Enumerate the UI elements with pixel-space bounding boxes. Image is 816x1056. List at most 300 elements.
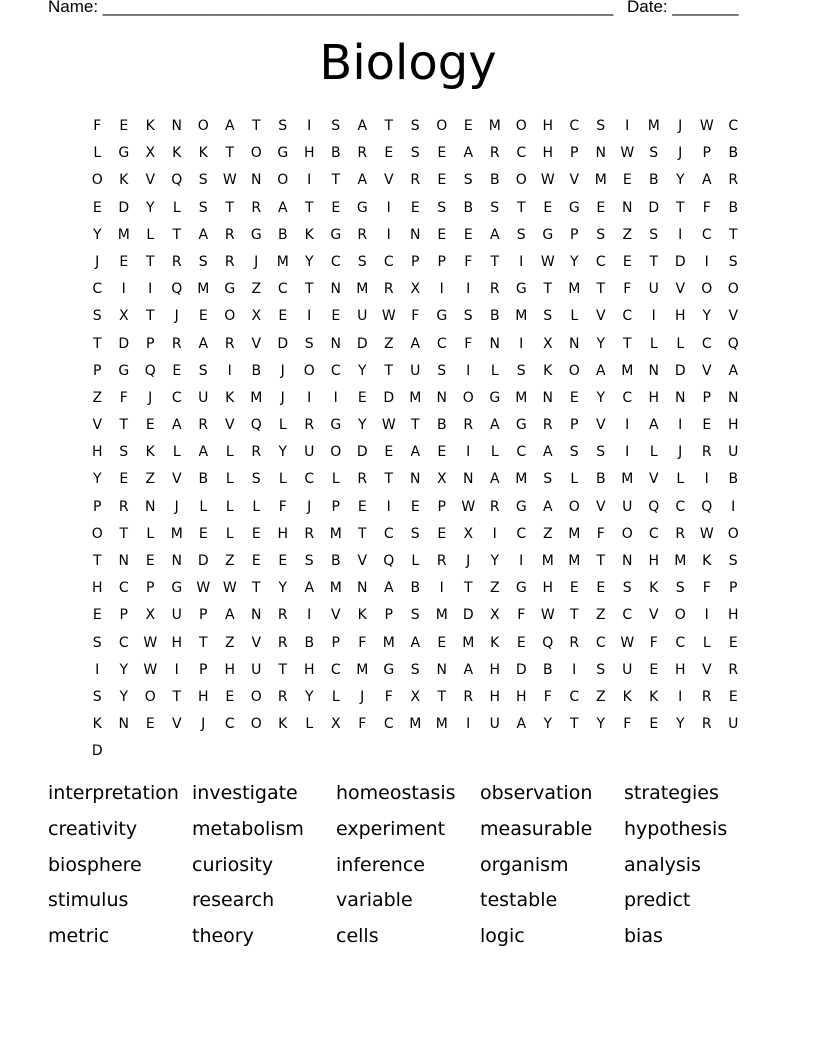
word-bank-item: predict bbox=[624, 889, 691, 912]
grid-letter: N bbox=[728, 389, 739, 406]
grid-letter: A bbox=[224, 607, 235, 624]
grid-letter: S bbox=[119, 444, 129, 461]
grid-letter: I bbox=[519, 253, 524, 270]
grid-letter: P bbox=[437, 253, 446, 270]
grid-letter: O bbox=[197, 118, 209, 134]
grid-letter: L bbox=[570, 471, 579, 488]
grid-letter: W bbox=[381, 308, 396, 325]
grid-letter: B bbox=[277, 226, 288, 243]
grid-letter: R bbox=[251, 444, 262, 461]
grid-letter: N bbox=[463, 471, 474, 488]
grid-letter: H bbox=[542, 118, 554, 134]
grid-letter: M bbox=[197, 281, 210, 298]
grid-letter: W bbox=[143, 661, 158, 678]
grid-letter: T bbox=[198, 634, 208, 651]
grid-letter: G bbox=[515, 281, 527, 298]
grid-letter: K bbox=[198, 145, 208, 162]
grid-letter: V bbox=[171, 471, 182, 488]
grid-letter: Q bbox=[542, 634, 554, 651]
grid-letter: O bbox=[515, 172, 527, 189]
grid-letter: C bbox=[569, 118, 580, 134]
grid-letter: M bbox=[488, 118, 501, 134]
grid-letter: L bbox=[225, 525, 234, 542]
grid-letter: F bbox=[384, 688, 393, 705]
grid-letter: P bbox=[411, 253, 420, 270]
grid-letter: R bbox=[728, 172, 739, 189]
grid-letter: W bbox=[143, 634, 158, 651]
grid-letter: E bbox=[384, 444, 394, 461]
grid-letter: C bbox=[701, 226, 712, 243]
grid-letter: C bbox=[330, 253, 341, 270]
grid-letter: I bbox=[307, 172, 312, 189]
grid-letter: C bbox=[118, 580, 129, 597]
grid-letter: T bbox=[225, 199, 235, 216]
grid-letter: A bbox=[542, 444, 553, 461]
grid-letter: N bbox=[171, 553, 182, 569]
grid-letter: S bbox=[596, 661, 606, 678]
grid-letter: N bbox=[251, 172, 262, 189]
grid-letter: K bbox=[622, 688, 632, 705]
grid-letter: A bbox=[410, 634, 421, 651]
grid-letter: T bbox=[304, 199, 314, 216]
date-field-label: Date: _______ bbox=[627, 0, 739, 16]
grid-letter: S bbox=[649, 226, 659, 243]
grid-letter: T bbox=[463, 580, 473, 597]
grid-letter: E bbox=[596, 199, 606, 216]
grid-letter: E bbox=[569, 580, 579, 597]
grid-letter: G bbox=[436, 308, 448, 325]
grid-letter: L bbox=[676, 471, 685, 488]
grid-letter: M bbox=[647, 118, 660, 134]
grid-letter: H bbox=[674, 308, 686, 325]
grid-letter: V bbox=[251, 335, 262, 352]
grid-letter: K bbox=[702, 553, 712, 569]
grid-letter: R bbox=[277, 688, 288, 705]
grid-letter: N bbox=[489, 335, 500, 352]
grid-letter: J bbox=[280, 362, 285, 379]
grid-letter: N bbox=[357, 580, 368, 597]
word-bank-item: cells bbox=[336, 925, 379, 948]
grid-letter: F bbox=[517, 607, 526, 624]
grid-letter: Q bbox=[144, 362, 156, 379]
grid-letter: Z bbox=[595, 607, 606, 624]
grid-letter: E bbox=[278, 308, 288, 325]
grid-letter: O bbox=[250, 716, 262, 733]
grid-letter: Q bbox=[727, 335, 739, 352]
grid-letter: I bbox=[731, 498, 736, 515]
word-bank-item: biosphere bbox=[48, 853, 142, 876]
grid-letter: A bbox=[304, 580, 315, 597]
grid-letter: M bbox=[250, 389, 263, 406]
grid-letter: N bbox=[410, 226, 421, 243]
grid-letter: M bbox=[356, 661, 369, 678]
grid-letter: P bbox=[93, 498, 102, 515]
grid-letter: V bbox=[145, 172, 156, 189]
grid-letter: R bbox=[224, 226, 235, 243]
grid-letter: X bbox=[330, 716, 341, 733]
grid-letter: H bbox=[91, 580, 103, 597]
grid-letter: C bbox=[92, 281, 103, 298]
grid-letter: N bbox=[145, 498, 156, 515]
grid-letter: R bbox=[357, 226, 368, 243]
grid-letter: Y bbox=[596, 335, 606, 352]
grid-letter: K bbox=[145, 118, 155, 134]
grid-letter: Z bbox=[595, 688, 606, 705]
grid-letter: Y bbox=[490, 553, 500, 569]
grid-letter: J bbox=[678, 444, 683, 461]
grid-letter: G bbox=[250, 226, 262, 243]
grid-letter: E bbox=[437, 525, 447, 542]
grid-letter: C bbox=[171, 389, 182, 406]
grid-letter: Y bbox=[357, 417, 367, 434]
grid-letter: V bbox=[648, 607, 659, 624]
grid-letter: E bbox=[728, 634, 738, 651]
grid-letter: C bbox=[595, 634, 606, 651]
grid-letter: E bbox=[516, 634, 526, 651]
grid-letter: Z bbox=[251, 281, 262, 298]
grid-letter: N bbox=[436, 389, 447, 406]
grid-letter: E bbox=[437, 444, 447, 461]
grid-letter: M bbox=[515, 308, 528, 325]
grid-letter: P bbox=[570, 145, 579, 162]
grid-letter: R bbox=[463, 417, 474, 434]
grid-letter: M bbox=[329, 525, 342, 542]
grid-letter: A bbox=[728, 362, 739, 379]
grid-letter: E bbox=[357, 498, 367, 515]
grid-letter: N bbox=[330, 335, 341, 352]
grid-letter: M bbox=[409, 716, 422, 733]
grid-letter: S bbox=[198, 362, 208, 379]
word-bank-item: hypothesis bbox=[624, 817, 728, 840]
grid-letter: L bbox=[490, 444, 499, 461]
grid-letter: A bbox=[357, 118, 368, 134]
grid-letter: V bbox=[383, 172, 394, 189]
grid-letter: C bbox=[516, 444, 527, 461]
grid-letter: M bbox=[435, 607, 448, 624]
grid-letter: S bbox=[569, 444, 579, 461]
grid-letter: D bbox=[515, 661, 527, 678]
grid-letter: K bbox=[304, 226, 314, 243]
grid-letter: Q bbox=[701, 498, 713, 515]
grid-letter: S bbox=[304, 553, 314, 569]
grid-letter: W bbox=[222, 172, 237, 189]
grid-letter: X bbox=[436, 471, 447, 488]
grid-letter: M bbox=[329, 580, 342, 597]
grid-letter: J bbox=[360, 688, 365, 705]
grid-letter: R bbox=[436, 553, 447, 569]
grid-letter: B bbox=[728, 145, 739, 162]
grid-letter: M bbox=[515, 471, 528, 488]
grid-letter: Z bbox=[383, 335, 394, 352]
grid-letter: C bbox=[622, 308, 633, 325]
grid-letter: B bbox=[251, 362, 262, 379]
grid-letter: L bbox=[146, 525, 155, 542]
grid-letter: W bbox=[699, 118, 714, 134]
word-bank-item: variable bbox=[336, 889, 413, 912]
grid-letter: L bbox=[225, 498, 234, 515]
grid-letter: O bbox=[250, 688, 262, 705]
grid-letter: I bbox=[386, 199, 391, 216]
grid-letter: B bbox=[463, 199, 474, 216]
grid-letter: T bbox=[490, 253, 500, 270]
grid-letter: B bbox=[436, 417, 447, 434]
grid-letter: M bbox=[356, 281, 369, 298]
grid-letter: X bbox=[410, 688, 421, 705]
grid-letter: F bbox=[649, 634, 658, 651]
grid-letter: U bbox=[728, 444, 739, 461]
grid-letter: M bbox=[462, 634, 475, 651]
grid-letter: Q bbox=[171, 281, 183, 298]
grid-letter: O bbox=[436, 118, 448, 134]
grid-letter: E bbox=[437, 226, 447, 243]
grid-letter: N bbox=[330, 281, 341, 298]
grid-letter: N bbox=[648, 362, 659, 379]
grid-letter: A bbox=[410, 444, 421, 461]
grid-letter: D bbox=[674, 253, 686, 270]
grid-letter: R bbox=[463, 688, 474, 705]
grid-letter: B bbox=[728, 471, 739, 488]
grid-letter: T bbox=[172, 688, 182, 705]
grid-letter: I bbox=[704, 471, 709, 488]
grid-letter: A bbox=[277, 199, 288, 216]
grid-letter: E bbox=[437, 172, 447, 189]
grid-letter: R bbox=[224, 335, 235, 352]
grid-letter: G bbox=[515, 417, 527, 434]
grid-letter: R bbox=[224, 253, 235, 270]
grid-letter: F bbox=[358, 634, 367, 651]
grid-letter: I bbox=[651, 308, 656, 325]
grid-letter: T bbox=[437, 688, 447, 705]
grid-letter: A bbox=[383, 580, 394, 597]
grid-letter: K bbox=[649, 580, 659, 597]
grid-letter: F bbox=[623, 281, 632, 298]
grid-letter: Z bbox=[224, 634, 235, 651]
grid-letter: C bbox=[701, 335, 712, 352]
grid-letter: R bbox=[198, 417, 209, 434]
word-bank-item: investigate bbox=[192, 782, 298, 804]
grid-letter: E bbox=[92, 199, 102, 216]
grid-letter: I bbox=[148, 281, 153, 298]
grid-letter: E bbox=[463, 118, 473, 134]
grid-letter: T bbox=[675, 199, 685, 216]
grid-letter: P bbox=[702, 389, 711, 406]
word-bank-item: metabolism bbox=[192, 817, 304, 840]
word-bank-item: homeostasis bbox=[336, 782, 456, 804]
grid-letter: Y bbox=[304, 253, 314, 270]
grid-letter: V bbox=[330, 607, 341, 624]
grid-letter: W bbox=[461, 498, 476, 515]
grid-letter: S bbox=[198, 172, 208, 189]
grid-letter: Y bbox=[596, 716, 606, 733]
grid-letter: Y bbox=[145, 199, 155, 216]
grid-letter: O bbox=[91, 525, 103, 542]
grid-letter: R bbox=[410, 172, 421, 189]
grid-letter: U bbox=[622, 498, 633, 515]
grid-letter: E bbox=[278, 553, 288, 569]
grid-letter: Y bbox=[119, 661, 129, 678]
grid-letter: R bbox=[277, 634, 288, 651]
word-bank-item: metric bbox=[48, 925, 110, 948]
grid-letter: U bbox=[622, 661, 633, 678]
grid-letter: I bbox=[227, 362, 232, 379]
grid-letter: F bbox=[119, 389, 128, 406]
grid-letter: V bbox=[595, 498, 606, 515]
grid-letter: F bbox=[358, 716, 367, 733]
grid-letter: T bbox=[596, 281, 606, 298]
grid-letter: H bbox=[489, 688, 501, 705]
grid-letter: R bbox=[304, 417, 315, 434]
grid-letter: I bbox=[625, 444, 630, 461]
grid-letter: C bbox=[224, 716, 235, 733]
grid-letter: I bbox=[174, 661, 179, 678]
grid-letter: M bbox=[568, 525, 581, 542]
grid-letter: N bbox=[622, 199, 633, 216]
grid-letter: A bbox=[224, 118, 235, 134]
grid-letter: R bbox=[489, 498, 500, 515]
grid-letter: V bbox=[701, 362, 712, 379]
grid-letter: O bbox=[303, 362, 315, 379]
grid-letter: W bbox=[540, 253, 555, 270]
grid-letter: M bbox=[674, 553, 687, 569]
grid-letter: J bbox=[466, 553, 471, 569]
grid-letter: G bbox=[515, 498, 527, 515]
grid-letter: N bbox=[569, 335, 580, 352]
grid-letter: E bbox=[649, 661, 659, 678]
grid-letter: I bbox=[678, 417, 683, 434]
grid-letter: S bbox=[675, 580, 685, 597]
grid-letter: S bbox=[490, 199, 500, 216]
grid-letter: P bbox=[93, 362, 102, 379]
grid-letter: L bbox=[331, 471, 340, 488]
grid-letter: E bbox=[198, 308, 208, 325]
word-bank-item: analysis bbox=[624, 853, 701, 876]
grid-letter: A bbox=[198, 335, 209, 352]
grid-letter: S bbox=[437, 362, 447, 379]
grid-letter: I bbox=[307, 607, 312, 624]
grid-letter: E bbox=[119, 471, 129, 488]
grid-letter: B bbox=[595, 471, 606, 488]
grid-letter: L bbox=[278, 417, 287, 434]
grid-letter: C bbox=[569, 688, 580, 705]
grid-letter: T bbox=[596, 553, 606, 569]
grid-letter: F bbox=[278, 498, 287, 515]
grid-letter: W bbox=[620, 634, 635, 651]
grid-letter: T bbox=[728, 226, 738, 243]
grid-letter: U bbox=[198, 389, 209, 406]
grid-letter: J bbox=[254, 253, 259, 270]
grid-letter: E bbox=[437, 145, 447, 162]
grid-letter: I bbox=[678, 226, 683, 243]
grid-letter: H bbox=[303, 661, 315, 678]
grid-letter: C bbox=[383, 716, 394, 733]
grid-letter: R bbox=[489, 281, 500, 298]
grid-letter: G bbox=[118, 362, 130, 379]
grid-letter: K bbox=[172, 145, 182, 162]
grid-letter: B bbox=[410, 580, 421, 597]
grid-letter: Y bbox=[675, 716, 685, 733]
grid-letter: O bbox=[330, 444, 342, 461]
grid-letter: O bbox=[727, 281, 739, 298]
word-bank-item: observation bbox=[480, 782, 593, 804]
grid-letter: C bbox=[277, 281, 288, 298]
grid-letter: D bbox=[356, 444, 368, 461]
grid-letter: E bbox=[198, 525, 208, 542]
grid-letter: G bbox=[515, 580, 527, 597]
grid-letter: N bbox=[675, 389, 686, 406]
grid-letter: C bbox=[728, 118, 739, 134]
grid-letter: T bbox=[384, 362, 394, 379]
grid-letter: A bbox=[595, 362, 606, 379]
grid-letter: O bbox=[462, 389, 474, 406]
grid-letter: S bbox=[596, 118, 606, 134]
grid-letter: D bbox=[277, 335, 289, 352]
grid-letter: E bbox=[251, 525, 261, 542]
grid-letter: M bbox=[276, 253, 289, 270]
grid-letter: B bbox=[728, 199, 739, 216]
grid-letter: O bbox=[727, 525, 739, 542]
grid-letter: W bbox=[540, 607, 555, 624]
grid-letter: T bbox=[145, 253, 155, 270]
grid-letter: H bbox=[171, 634, 183, 651]
grid-letter: L bbox=[649, 335, 658, 352]
word-bank-item: strategies bbox=[624, 782, 719, 804]
grid-letter: Y bbox=[278, 444, 288, 461]
grid-letter: I bbox=[466, 444, 471, 461]
grid-letter: M bbox=[621, 362, 634, 379]
grid-letter: H bbox=[542, 580, 554, 597]
grid-letter: A bbox=[489, 226, 500, 243]
grid-letter: I bbox=[572, 661, 577, 678]
grid-letter: I bbox=[519, 553, 524, 569]
grid-letter: S bbox=[543, 308, 553, 325]
grid-letter: C bbox=[330, 661, 341, 678]
grid-letter: L bbox=[172, 199, 181, 216]
grid-letter: Y bbox=[278, 580, 288, 597]
grid-letter: G bbox=[356, 199, 368, 216]
grid-letter: E bbox=[357, 389, 367, 406]
grid-letter: H bbox=[542, 145, 554, 162]
grid-letter: I bbox=[439, 580, 444, 597]
grid-letter: I bbox=[704, 607, 709, 624]
grid-letter: E bbox=[463, 226, 473, 243]
grid-letter: E bbox=[437, 634, 447, 651]
word-bank-item: interpretation bbox=[48, 782, 179, 804]
grid-letter: K bbox=[543, 362, 553, 379]
grid-letter: N bbox=[118, 553, 129, 569]
grid-letter: L bbox=[676, 335, 685, 352]
grid-letter: H bbox=[303, 145, 315, 162]
grid-letter: I bbox=[307, 389, 312, 406]
grid-letter: C bbox=[436, 335, 447, 352]
grid-letter: A bbox=[198, 226, 209, 243]
grid-letter: S bbox=[278, 118, 288, 134]
grid-letter: S bbox=[357, 253, 367, 270]
grid-letter: F bbox=[596, 525, 605, 542]
grid-letter: C bbox=[622, 389, 633, 406]
grid-letter: I bbox=[386, 498, 391, 515]
grid-letter: H bbox=[224, 661, 236, 678]
grid-letter: E bbox=[331, 199, 341, 216]
grid-letter: P bbox=[199, 607, 208, 624]
grid-letter: H bbox=[648, 553, 660, 569]
word-bank-item: bias bbox=[624, 925, 663, 948]
grid-letter: L bbox=[146, 226, 155, 243]
grid-letter: R bbox=[701, 688, 712, 705]
grid-letter: L bbox=[649, 444, 658, 461]
grid-letter: Z bbox=[542, 525, 553, 542]
grid-letter: C bbox=[383, 253, 394, 270]
page-title: Biology bbox=[319, 35, 497, 91]
